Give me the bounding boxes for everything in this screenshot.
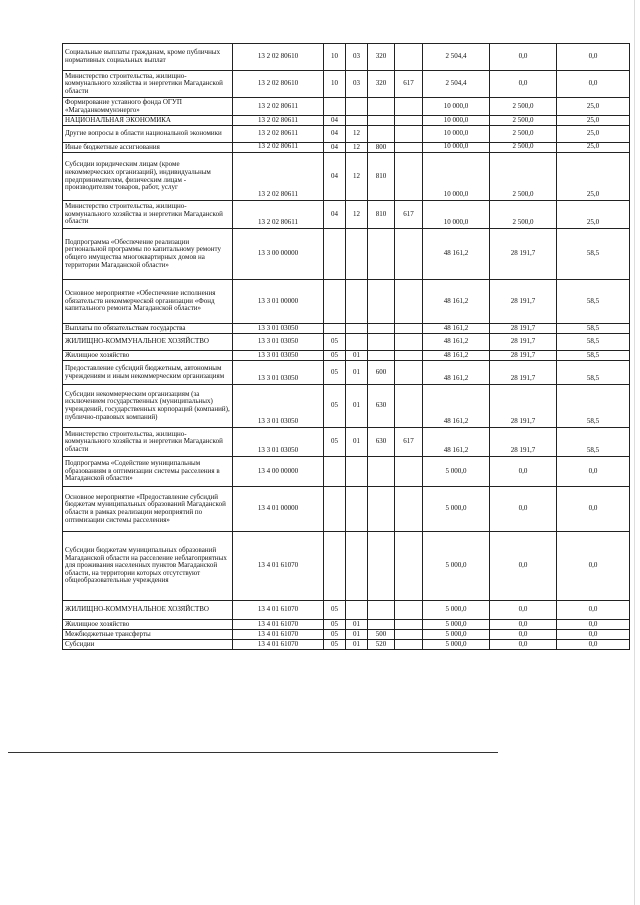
execution-percent: 0,0 bbox=[557, 44, 630, 71]
expense-type-code: 520 bbox=[368, 640, 395, 650]
plan-amount: 10 000,0 bbox=[423, 116, 490, 126]
ministry-code bbox=[395, 44, 423, 71]
kbk-code: 13 4 01 61070 bbox=[233, 601, 324, 620]
execution-percent: 25,0 bbox=[557, 153, 630, 201]
subsection-code: 01 bbox=[346, 620, 368, 630]
ministry-code bbox=[395, 98, 423, 116]
expense-type-code bbox=[368, 116, 395, 126]
row-name: Межбюджетные трансферты bbox=[63, 630, 233, 640]
row-name: Подпрограмма «Обеспечение реализации региональной программы по капитальному ремонту общего имущества многоквартирных домов на территории Магаданской области» bbox=[63, 229, 233, 280]
expense-type-code bbox=[368, 334, 395, 351]
plan-amount: 5 000,0 bbox=[423, 532, 490, 601]
row-name: Основное мероприятие «Предоставление субсидий бюджетам муниципальных образований Магаданской области в рамках реализации мероприятий по оптимизации системы расселения» bbox=[63, 487, 233, 532]
row-name: Субсидии бюджетам муниципальных образований Магаданской области на расселение неблагоприятных для проживания населенных пунктов Магаданской области, на территории которых отсутствуют общеобразовательные учреждения bbox=[63, 532, 233, 601]
subsection-code bbox=[346, 280, 368, 324]
execution-percent: 25,0 bbox=[557, 143, 630, 153]
fact-amount: 0,0 bbox=[490, 601, 557, 620]
section-code: 10 bbox=[324, 44, 346, 71]
expense-type-code bbox=[368, 532, 395, 601]
table-row bbox=[63, 116, 630, 126]
expense-type-code: 320 bbox=[368, 44, 395, 71]
expense-type-code bbox=[368, 457, 395, 487]
table-row bbox=[63, 153, 630, 201]
plan-amount: 5 000,0 bbox=[423, 487, 490, 532]
section-code: 05 bbox=[324, 351, 346, 361]
subsection-code: 01 bbox=[346, 361, 368, 385]
execution-percent: 25,0 bbox=[557, 201, 630, 229]
execution-percent: 0,0 bbox=[557, 620, 630, 630]
table-row bbox=[63, 620, 630, 630]
table-row bbox=[63, 71, 630, 98]
fact-amount: 2 500,0 bbox=[490, 126, 557, 143]
plan-amount: 10 000,0 bbox=[423, 201, 490, 229]
plan-amount: 5 000,0 bbox=[423, 640, 490, 650]
row-name: Субсидии bbox=[63, 640, 233, 650]
ministry-code bbox=[395, 487, 423, 532]
table-row bbox=[63, 201, 630, 229]
kbk-code: 13 3 01 03050 bbox=[233, 428, 324, 457]
row-name: Министерство строительства, жилищно-коммунального хозяйства и энергетики Магаданской области bbox=[63, 71, 233, 98]
kbk-code: 13 2 02 80611 bbox=[233, 98, 324, 116]
subsection-code: 01 bbox=[346, 630, 368, 640]
plan-amount: 48 161,2 bbox=[423, 280, 490, 324]
section-code: 04 bbox=[324, 201, 346, 229]
ministry-code bbox=[395, 532, 423, 601]
plan-amount: 48 161,2 bbox=[423, 385, 490, 428]
fact-amount: 0,0 bbox=[490, 487, 557, 532]
execution-percent: 25,0 bbox=[557, 116, 630, 126]
table-row bbox=[63, 487, 630, 532]
plan-amount: 48 161,2 bbox=[423, 361, 490, 385]
kbk-code: 13 3 01 03050 bbox=[233, 334, 324, 351]
table-row bbox=[63, 532, 630, 601]
execution-percent: 0,0 bbox=[557, 601, 630, 620]
subsection-code: 12 bbox=[346, 143, 368, 153]
kbk-code: 13 4 01 61070 bbox=[233, 640, 324, 650]
plan-amount: 10 000,0 bbox=[423, 98, 490, 116]
kbk-code: 13 4 00 00000 bbox=[233, 457, 324, 487]
ministry-code: 617 bbox=[395, 71, 423, 98]
section-code: 05 bbox=[324, 361, 346, 385]
subsection-code bbox=[346, 98, 368, 116]
plan-amount: 2 504,4 bbox=[423, 71, 490, 98]
ministry-code bbox=[395, 351, 423, 361]
section-code: 05 bbox=[324, 620, 346, 630]
fact-amount: 2 500,0 bbox=[490, 153, 557, 201]
plan-amount: 48 161,2 bbox=[423, 229, 490, 280]
expense-type-code bbox=[368, 126, 395, 143]
execution-percent: 0,0 bbox=[557, 487, 630, 532]
execution-percent: 58,5 bbox=[557, 361, 630, 385]
execution-percent: 0,0 bbox=[557, 532, 630, 601]
kbk-code: 13 4 01 61070 bbox=[233, 532, 324, 601]
kbk-code: 13 2 02 80611 bbox=[233, 116, 324, 126]
execution-percent: 58,5 bbox=[557, 351, 630, 361]
section-code: 05 bbox=[324, 640, 346, 650]
subsection-code bbox=[346, 229, 368, 280]
ministry-code bbox=[395, 280, 423, 324]
ministry-code bbox=[395, 361, 423, 385]
table-row bbox=[63, 334, 630, 351]
ministry-code bbox=[395, 620, 423, 630]
table-row bbox=[63, 143, 630, 153]
section-code: 05 bbox=[324, 334, 346, 351]
execution-percent: 58,5 bbox=[557, 280, 630, 324]
section-code: 04 bbox=[324, 143, 346, 153]
fact-amount: 2 500,0 bbox=[490, 116, 557, 126]
ministry-code bbox=[395, 640, 423, 650]
fact-amount: 0,0 bbox=[490, 630, 557, 640]
fact-amount: 28 191,7 bbox=[490, 229, 557, 280]
fact-amount: 28 191,7 bbox=[490, 361, 557, 385]
execution-percent: 0,0 bbox=[557, 640, 630, 650]
row-name: Субсидии некоммерческим организациям (за исключением государственных (муниципальных) учреждений, государственных корпораций (компаний), публично-правовых компаний) bbox=[63, 385, 233, 428]
expense-type-code: 630 bbox=[368, 385, 395, 428]
subsection-code bbox=[346, 334, 368, 351]
scan-edge bbox=[634, 0, 635, 905]
kbk-code: 13 2 02 80611 bbox=[233, 153, 324, 201]
ministry-code bbox=[395, 601, 423, 620]
fact-amount: 2 500,0 bbox=[490, 143, 557, 153]
table-row bbox=[63, 44, 630, 71]
kbk-code: 13 2 02 80610 bbox=[233, 71, 324, 98]
section-code bbox=[324, 98, 346, 116]
section-code: 04 bbox=[324, 126, 346, 143]
kbk-code: 13 3 01 03050 bbox=[233, 351, 324, 361]
expense-type-code: 500 bbox=[368, 630, 395, 640]
row-name: Министерство строительства, жилищно-коммунального хозяйства и энергетики Магаданской области bbox=[63, 201, 233, 229]
execution-percent: 25,0 bbox=[557, 126, 630, 143]
table-row bbox=[63, 428, 630, 457]
expense-type-code: 320 bbox=[368, 71, 395, 98]
row-name: Иные бюджетные ассигнования bbox=[63, 143, 233, 153]
kbk-code: 13 2 02 80610 bbox=[233, 44, 324, 71]
expense-type-code bbox=[368, 487, 395, 532]
table-row bbox=[63, 385, 630, 428]
ministry-code bbox=[395, 126, 423, 143]
subsection-code: 03 bbox=[346, 44, 368, 71]
plan-amount: 5 000,0 bbox=[423, 457, 490, 487]
section-code: 04 bbox=[324, 116, 346, 126]
row-name: Формирование уставного фонда ОГУП «Магаданкоммунэнерго» bbox=[63, 98, 233, 116]
plan-amount: 5 000,0 bbox=[423, 630, 490, 640]
execution-percent: 0,0 bbox=[557, 457, 630, 487]
kbk-code: 13 2 02 80611 bbox=[233, 143, 324, 153]
section-code: 05 bbox=[324, 601, 346, 620]
ministry-code bbox=[395, 385, 423, 428]
subsection-code: 12 bbox=[346, 126, 368, 143]
execution-percent: 0,0 bbox=[557, 71, 630, 98]
section-code bbox=[324, 324, 346, 334]
subsection-code bbox=[346, 457, 368, 487]
execution-percent: 58,5 bbox=[557, 229, 630, 280]
fact-amount: 0,0 bbox=[490, 44, 557, 71]
ministry-code bbox=[395, 457, 423, 487]
kbk-code: 13 2 02 80611 bbox=[233, 201, 324, 229]
section-code bbox=[324, 532, 346, 601]
section-code bbox=[324, 280, 346, 324]
subsection-code: 12 bbox=[346, 153, 368, 201]
kbk-code: 13 3 01 03050 bbox=[233, 385, 324, 428]
row-name: Субсидии юридическим лицам (кроме некоммерческих организаций), индивидуальным предпринимателям, физическим лицам - производителям товаров, работ, услуг bbox=[63, 153, 233, 201]
expense-type-code: 600 bbox=[368, 361, 395, 385]
expense-type-code bbox=[368, 620, 395, 630]
execution-percent: 25,0 bbox=[557, 98, 630, 116]
plan-amount: 10 000,0 bbox=[423, 126, 490, 143]
table-row bbox=[63, 324, 630, 334]
section-code: 05 bbox=[324, 630, 346, 640]
row-name: ЖИЛИЩНО-КОММУНАЛЬНОЕ ХОЗЯЙСТВО bbox=[63, 334, 233, 351]
subsection-code bbox=[346, 487, 368, 532]
expense-type-code bbox=[368, 229, 395, 280]
row-name: ЖИЛИЩНО-КОММУНАЛЬНОЕ ХОЗЯЙСТВО bbox=[63, 601, 233, 620]
ministry-code bbox=[395, 116, 423, 126]
fact-amount: 28 191,7 bbox=[490, 428, 557, 457]
ministry-code bbox=[395, 153, 423, 201]
subsection-code bbox=[346, 324, 368, 334]
plan-amount: 5 000,0 bbox=[423, 601, 490, 620]
section-code: 10 bbox=[324, 71, 346, 98]
subsection-code bbox=[346, 532, 368, 601]
kbk-code: 13 4 01 61070 bbox=[233, 630, 324, 640]
plan-amount: 10 000,0 bbox=[423, 153, 490, 201]
subsection-code: 01 bbox=[346, 351, 368, 361]
row-name: Подпрограмма «Содействие муниципальным образованиям в оптимизации системы расселения в Магаданской области» bbox=[63, 457, 233, 487]
table-row bbox=[63, 98, 630, 116]
kbk-code: 13 3 01 03050 bbox=[233, 324, 324, 334]
expense-type-code: 800 bbox=[368, 143, 395, 153]
subsection-code: 03 bbox=[346, 71, 368, 98]
table-row bbox=[63, 351, 630, 361]
plan-amount: 48 161,2 bbox=[423, 324, 490, 334]
table-row bbox=[63, 630, 630, 640]
row-name: Министерство строительства, жилищно-коммунального хозяйства и энергетики Магаданской области bbox=[63, 428, 233, 457]
fact-amount: 28 191,7 bbox=[490, 351, 557, 361]
ministry-code bbox=[395, 630, 423, 640]
section-code: 04 bbox=[324, 153, 346, 201]
section-code: 05 bbox=[324, 428, 346, 457]
row-name: Жилищное хозяйство bbox=[63, 620, 233, 630]
kbk-code: 13 2 02 80611 bbox=[233, 126, 324, 143]
row-name: Основное мероприятие «Обеспечение исполнения обязательств некоммерческой организации «Фонд капитального ремонта Магаданской области» bbox=[63, 280, 233, 324]
table-row bbox=[63, 280, 630, 324]
page-bottom-rule bbox=[8, 752, 498, 753]
fact-amount: 2 500,0 bbox=[490, 201, 557, 229]
table-row bbox=[63, 601, 630, 620]
section-code bbox=[324, 229, 346, 280]
kbk-code: 13 4 01 00000 bbox=[233, 487, 324, 532]
expense-type-code: 630 bbox=[368, 428, 395, 457]
fact-amount: 28 191,7 bbox=[490, 334, 557, 351]
plan-amount: 48 161,2 bbox=[423, 351, 490, 361]
fact-amount: 28 191,7 bbox=[490, 324, 557, 334]
plan-amount: 10 000,0 bbox=[423, 143, 490, 153]
fact-amount: 28 191,7 bbox=[490, 280, 557, 324]
ministry-code bbox=[395, 334, 423, 351]
ministry-code: 617 bbox=[395, 428, 423, 457]
subsection-code: 01 bbox=[346, 428, 368, 457]
kbk-code: 13 3 00 00000 bbox=[233, 229, 324, 280]
fact-amount: 2 500,0 bbox=[490, 98, 557, 116]
table-row bbox=[63, 229, 630, 280]
row-name: НАЦИОНАЛЬНАЯ ЭКОНОМИКА bbox=[63, 116, 233, 126]
ministry-code: 617 bbox=[395, 201, 423, 229]
execution-percent: 58,5 bbox=[557, 428, 630, 457]
section-code bbox=[324, 487, 346, 532]
expense-type-code bbox=[368, 601, 395, 620]
plan-amount: 48 161,2 bbox=[423, 334, 490, 351]
table-row bbox=[63, 640, 630, 650]
fact-amount: 0,0 bbox=[490, 620, 557, 630]
expense-type-code bbox=[368, 351, 395, 361]
subsection-code bbox=[346, 601, 368, 620]
subsection-code: 12 bbox=[346, 201, 368, 229]
expense-type-code: 810 bbox=[368, 201, 395, 229]
table-row bbox=[63, 457, 630, 487]
fact-amount: 0,0 bbox=[490, 457, 557, 487]
kbk-code: 13 4 01 61070 bbox=[233, 620, 324, 630]
plan-amount: 48 161,2 bbox=[423, 428, 490, 457]
execution-percent: 58,5 bbox=[557, 324, 630, 334]
section-code: 05 bbox=[324, 385, 346, 428]
plan-amount: 5 000,0 bbox=[423, 620, 490, 630]
ministry-code bbox=[395, 229, 423, 280]
subsection-code: 01 bbox=[346, 385, 368, 428]
plan-amount: 2 504,4 bbox=[423, 44, 490, 71]
fact-amount: 0,0 bbox=[490, 71, 557, 98]
expense-type-code bbox=[368, 98, 395, 116]
execution-percent: 58,5 bbox=[557, 334, 630, 351]
row-name: Социальные выплаты гражданам, кроме публичных нормативных социальных выплат bbox=[63, 44, 233, 71]
expense-type-code bbox=[368, 324, 395, 334]
fact-amount: 28 191,7 bbox=[490, 385, 557, 428]
row-name: Жилищное хозяйство bbox=[63, 351, 233, 361]
expense-type-code: 810 bbox=[368, 153, 395, 201]
row-name: Другие вопросы в области национальной экономики bbox=[63, 126, 233, 143]
ministry-code bbox=[395, 143, 423, 153]
kbk-code: 13 3 01 03050 bbox=[233, 361, 324, 385]
subsection-code: 01 bbox=[346, 640, 368, 650]
table-row bbox=[63, 126, 630, 143]
execution-percent: 0,0 bbox=[557, 630, 630, 640]
row-name: Предоставление субсидий бюджетным, автономным учреждениям и иным некоммерческим организациям bbox=[63, 361, 233, 385]
row-name: Выплаты по обязательствам государства bbox=[63, 324, 233, 334]
subsection-code bbox=[346, 116, 368, 126]
expense-type-code bbox=[368, 280, 395, 324]
table-row bbox=[63, 361, 630, 385]
kbk-code: 13 3 01 00000 bbox=[233, 280, 324, 324]
section-code bbox=[324, 457, 346, 487]
budget-execution-table bbox=[62, 43, 630, 650]
fact-amount: 0,0 bbox=[490, 532, 557, 601]
fact-amount: 0,0 bbox=[490, 640, 557, 650]
ministry-code bbox=[395, 324, 423, 334]
execution-percent: 58,5 bbox=[557, 385, 630, 428]
